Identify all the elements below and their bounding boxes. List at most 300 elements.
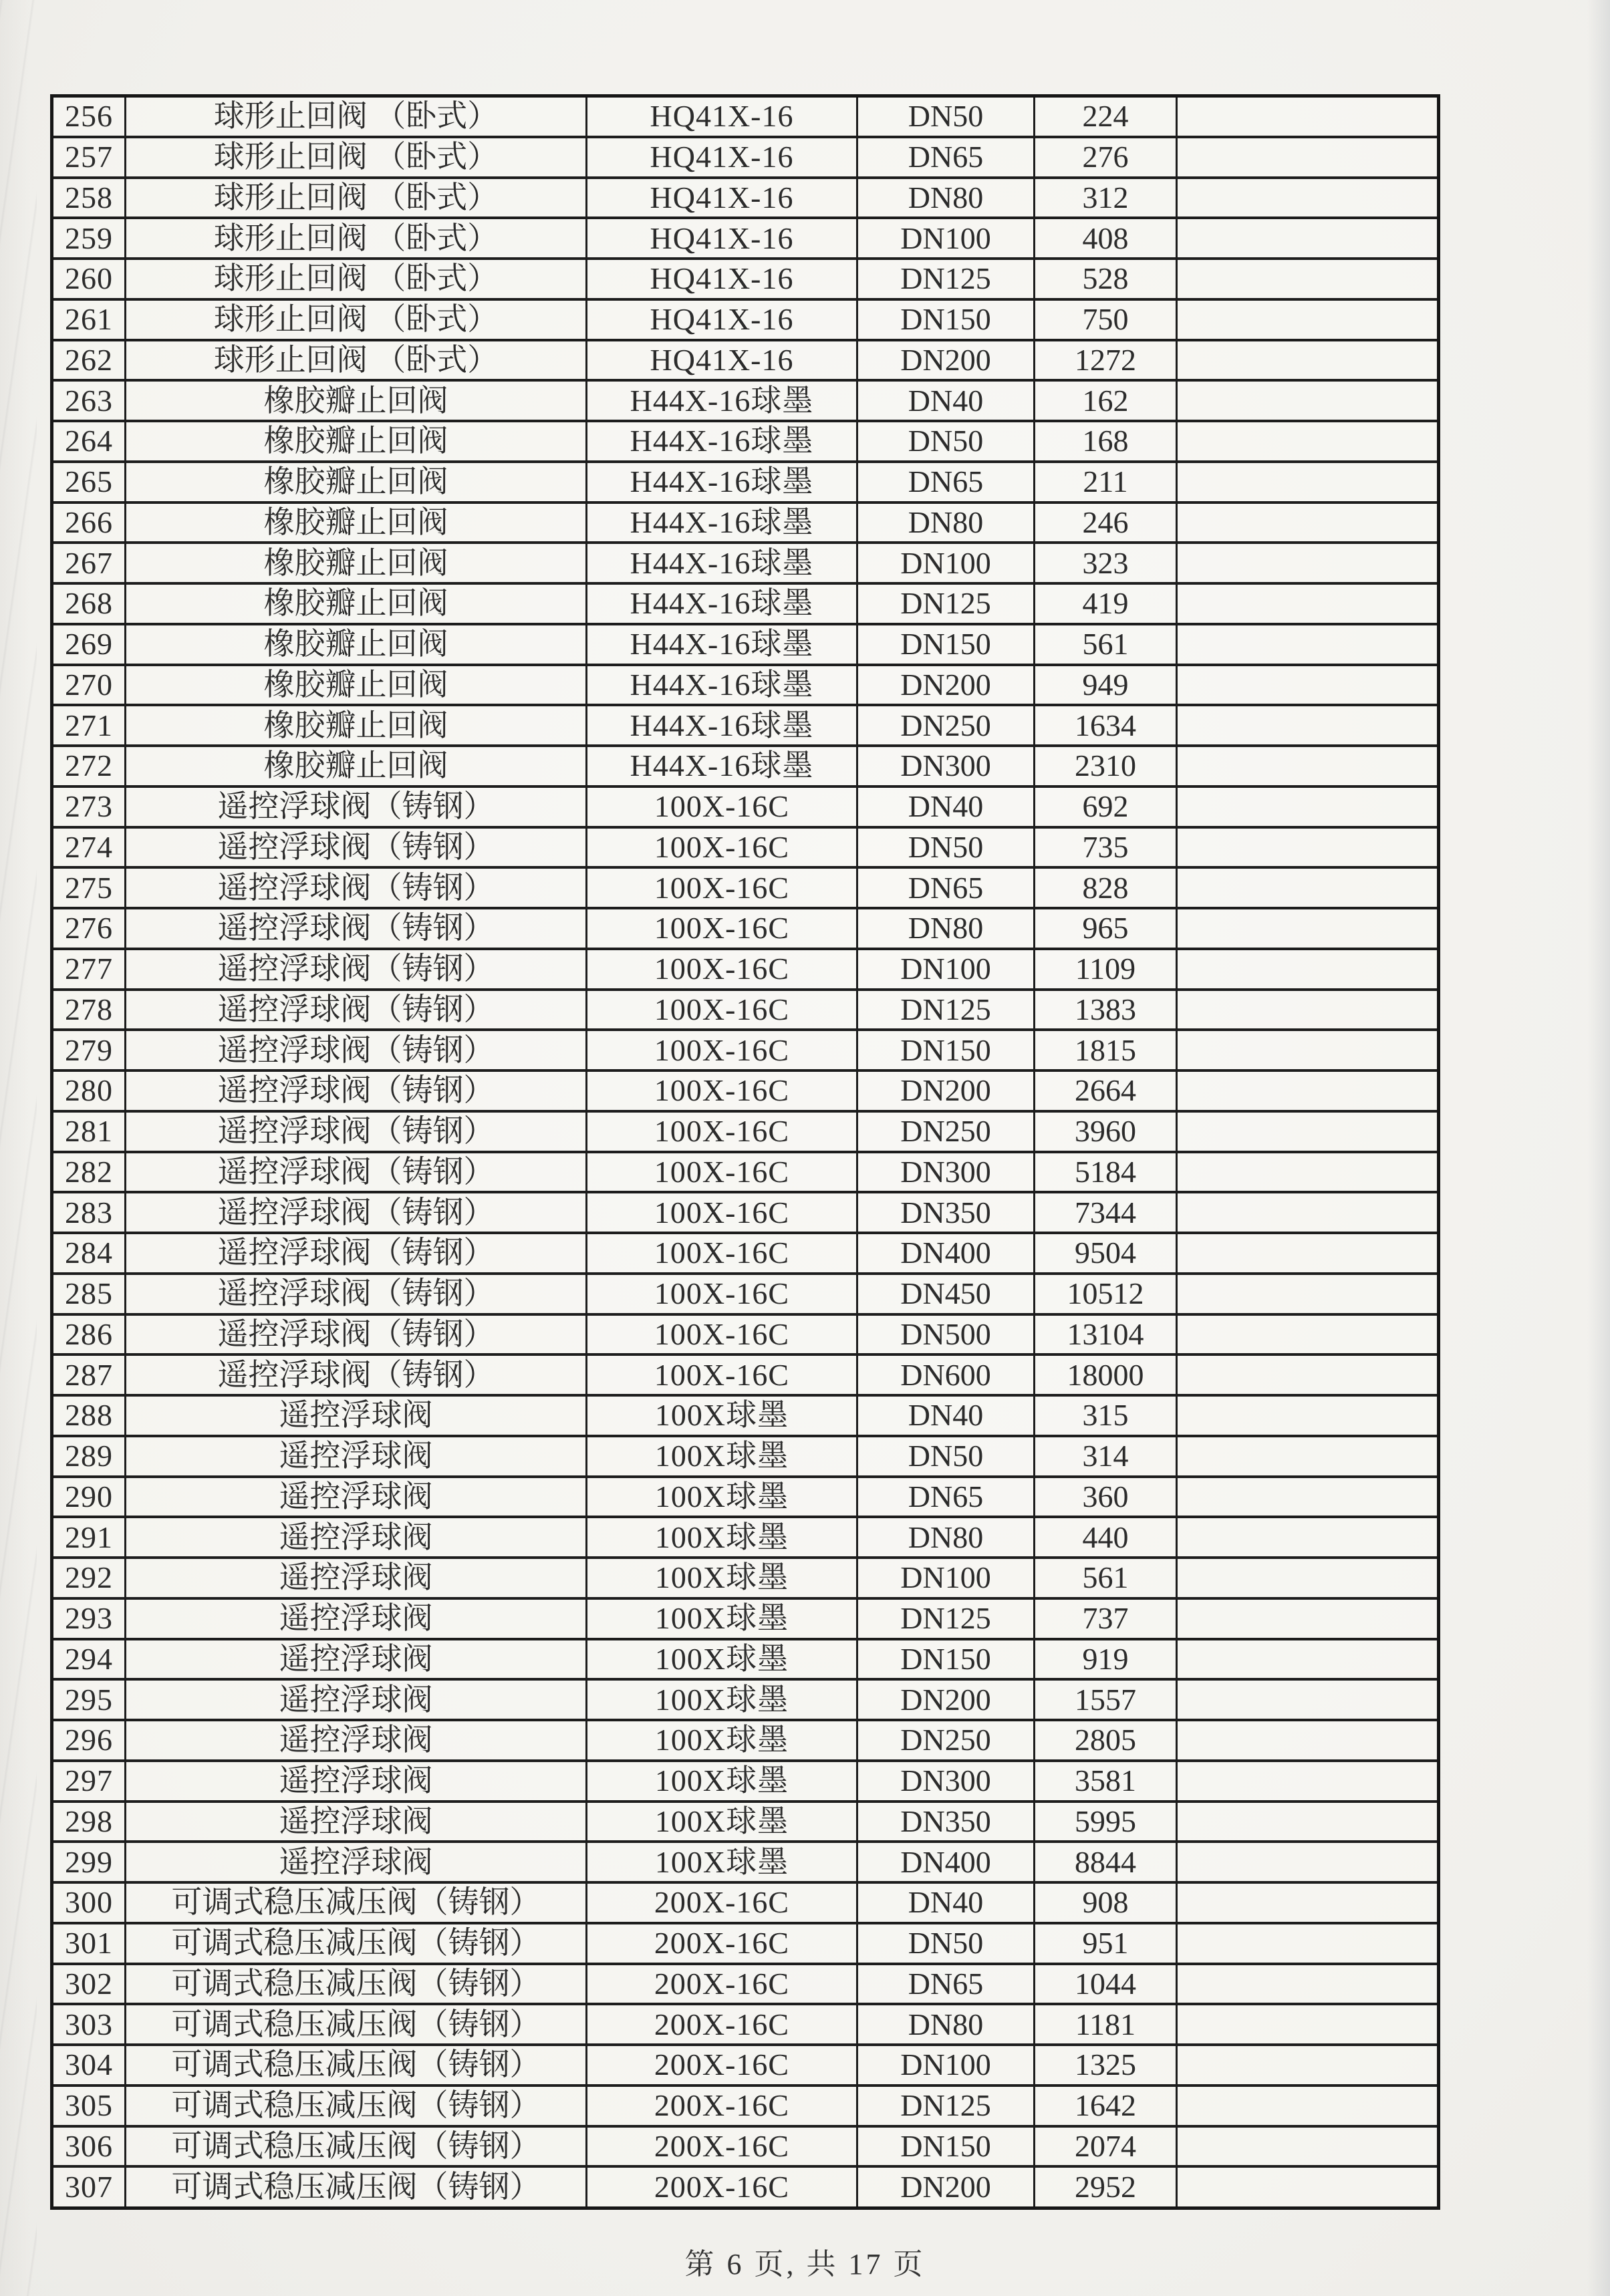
product-name-cell: 球形止回阀 （卧式） bbox=[126, 259, 587, 299]
product-name-cell: 可调式稳压减压阀（铸钢） bbox=[126, 2086, 587, 2126]
empty-cell bbox=[1177, 665, 1439, 706]
product-name-cell: 球形止回阀 （卧式） bbox=[126, 218, 587, 259]
empty-cell bbox=[1177, 1152, 1439, 1193]
price-cell: 419 bbox=[1035, 583, 1177, 624]
table-row bbox=[52, 1679, 1439, 1720]
empty-cell bbox=[1177, 299, 1439, 340]
product-name-cell: 橡胶瓣止回阀 bbox=[126, 380, 587, 421]
table-row bbox=[52, 380, 1439, 421]
empty-cell bbox=[1177, 1517, 1439, 1558]
product-name-cell: 可调式稳压减压阀（铸钢） bbox=[126, 1923, 587, 1964]
row-index-cell: 263 bbox=[52, 380, 126, 421]
empty-cell bbox=[1177, 583, 1439, 624]
empty-cell bbox=[1177, 1639, 1439, 1680]
price-cell: 224 bbox=[1035, 96, 1177, 137]
table-row bbox=[52, 543, 1439, 583]
size-cell: DN150 bbox=[857, 624, 1035, 665]
size-cell: DN200 bbox=[857, 340, 1035, 381]
size-cell: DN250 bbox=[857, 1111, 1035, 1152]
price-cell: 314 bbox=[1035, 1436, 1177, 1477]
row-index-cell: 286 bbox=[52, 1314, 126, 1355]
model-cell: H44X-16球墨 bbox=[587, 665, 857, 706]
row-index-cell: 287 bbox=[52, 1354, 126, 1395]
row-index-cell: 288 bbox=[52, 1395, 126, 1436]
table-row bbox=[52, 867, 1439, 908]
product-name-cell: 可调式稳压减压阀（铸钢） bbox=[126, 2045, 587, 2086]
row-index-cell: 302 bbox=[52, 1964, 126, 2005]
size-cell: DN150 bbox=[857, 1030, 1035, 1070]
price-cell: 360 bbox=[1035, 1477, 1177, 1518]
row-index-cell: 290 bbox=[52, 1477, 126, 1518]
row-index-cell: 271 bbox=[52, 705, 126, 746]
product-name-cell: 橡胶瓣止回阀 bbox=[126, 583, 587, 624]
row-index-cell: 259 bbox=[52, 218, 126, 259]
table-row bbox=[52, 1436, 1439, 1477]
row-index-cell: 285 bbox=[52, 1274, 126, 1314]
model-cell: 200X-16C bbox=[587, 2166, 857, 2208]
size-cell: DN100 bbox=[857, 543, 1035, 583]
empty-cell bbox=[1177, 259, 1439, 299]
size-cell: DN125 bbox=[857, 583, 1035, 624]
model-cell: 100X球墨 bbox=[587, 1842, 857, 1882]
row-index-cell: 260 bbox=[52, 259, 126, 299]
empty-cell bbox=[1177, 1842, 1439, 1882]
table-row bbox=[52, 908, 1439, 949]
table-row bbox=[52, 421, 1439, 462]
empty-cell bbox=[1177, 624, 1439, 665]
table-row bbox=[52, 1274, 1439, 1314]
table-row bbox=[52, 1720, 1439, 1761]
row-index-cell: 256 bbox=[52, 96, 126, 137]
price-cell: 2805 bbox=[1035, 1720, 1177, 1761]
price-cell: 1109 bbox=[1035, 949, 1177, 990]
product-name-cell: 遥控浮球阀（铸钢） bbox=[126, 1070, 587, 1111]
table-row bbox=[52, 2086, 1439, 2126]
empty-cell bbox=[1177, 1233, 1439, 1274]
model-cell: 100X-16C bbox=[587, 1233, 857, 1274]
table-row bbox=[52, 1233, 1439, 1274]
page-number-footer: 第 6 页, 共 17 页 bbox=[684, 2248, 926, 2281]
model-cell: 200X-16C bbox=[587, 1923, 857, 1964]
size-cell: DN40 bbox=[857, 1882, 1035, 1923]
model-cell: 200X-16C bbox=[587, 2086, 857, 2126]
row-index-cell: 276 bbox=[52, 908, 126, 949]
product-name-cell: 遥控浮球阀（铸钢） bbox=[126, 1030, 587, 1070]
product-name-cell: 球形止回阀 （卧式） bbox=[126, 96, 587, 137]
size-cell: DN65 bbox=[857, 1964, 1035, 2005]
row-index-cell: 297 bbox=[52, 1761, 126, 1802]
model-cell: H44X-16球墨 bbox=[587, 503, 857, 543]
price-cell: 2952 bbox=[1035, 2166, 1177, 2208]
empty-cell bbox=[1177, 380, 1439, 421]
table-row bbox=[52, 1314, 1439, 1355]
row-index-cell: 279 bbox=[52, 1030, 126, 1070]
price-cell: 8844 bbox=[1035, 1842, 1177, 1882]
model-cell: 100X球墨 bbox=[587, 1558, 857, 1598]
price-cell: 1044 bbox=[1035, 1964, 1177, 2005]
product-name-cell: 橡胶瓣止回阀 bbox=[126, 462, 587, 503]
table-row bbox=[52, 1761, 1439, 1802]
product-name-cell: 遥控浮球阀（铸钢） bbox=[126, 990, 587, 1030]
price-cell: 908 bbox=[1035, 1882, 1177, 1923]
size-cell: DN350 bbox=[857, 1192, 1035, 1233]
price-cell: 1272 bbox=[1035, 340, 1177, 381]
price-cell: 951 bbox=[1035, 1923, 1177, 1964]
size-cell: DN300 bbox=[857, 746, 1035, 786]
model-cell: H44X-16球墨 bbox=[587, 462, 857, 503]
model-cell: 200X-16C bbox=[587, 2045, 857, 2086]
model-cell: 100X-16C bbox=[587, 990, 857, 1030]
model-cell: 100X-16C bbox=[587, 949, 857, 990]
row-index-cell: 294 bbox=[52, 1639, 126, 1680]
model-cell: HQ41X-16 bbox=[587, 96, 857, 137]
table-row bbox=[52, 1395, 1439, 1436]
size-cell: DN150 bbox=[857, 299, 1035, 340]
size-cell: DN125 bbox=[857, 2086, 1035, 2126]
model-cell: 100X-16C bbox=[587, 867, 857, 908]
table-row bbox=[52, 1842, 1439, 1882]
empty-cell bbox=[1177, 462, 1439, 503]
model-cell: 100X-16C bbox=[587, 786, 857, 827]
table-row bbox=[52, 178, 1439, 219]
product-name-cell: 遥控浮球阀（铸钢） bbox=[126, 1354, 587, 1395]
product-name-cell: 球形止回阀 （卧式） bbox=[126, 299, 587, 340]
table-row bbox=[52, 1558, 1439, 1598]
product-name-cell: 可调式稳压减压阀（铸钢） bbox=[126, 1882, 587, 1923]
model-cell: 200X-16C bbox=[587, 1964, 857, 2005]
table-row bbox=[52, 1802, 1439, 1842]
table-row bbox=[52, 1030, 1439, 1070]
empty-cell bbox=[1177, 2086, 1439, 2126]
size-cell: DN200 bbox=[857, 665, 1035, 706]
price-cell: 561 bbox=[1035, 624, 1177, 665]
table-row bbox=[52, 2004, 1439, 2045]
price-cell: 735 bbox=[1035, 827, 1177, 868]
size-cell: DN50 bbox=[857, 1436, 1035, 1477]
row-index-cell: 270 bbox=[52, 665, 126, 706]
model-cell: 100X-16C bbox=[587, 1111, 857, 1152]
empty-cell bbox=[1177, 1192, 1439, 1233]
model-cell: 100X-16C bbox=[587, 827, 857, 868]
row-index-cell: 292 bbox=[52, 1558, 126, 1598]
price-cell: 211 bbox=[1035, 462, 1177, 503]
price-cell: 1642 bbox=[1035, 2086, 1177, 2126]
empty-cell bbox=[1177, 827, 1439, 868]
size-cell: DN40 bbox=[857, 380, 1035, 421]
table-row bbox=[52, 1152, 1439, 1193]
size-cell: DN80 bbox=[857, 503, 1035, 543]
model-cell: 100X球墨 bbox=[587, 1802, 857, 1842]
empty-cell bbox=[1177, 746, 1439, 786]
size-cell: DN300 bbox=[857, 1152, 1035, 1193]
empty-cell bbox=[1177, 908, 1439, 949]
row-index-cell: 293 bbox=[52, 1598, 126, 1639]
row-index-cell: 274 bbox=[52, 827, 126, 868]
row-index-cell: 306 bbox=[52, 2126, 126, 2167]
size-cell: DN500 bbox=[857, 1314, 1035, 1355]
price-cell: 1383 bbox=[1035, 990, 1177, 1030]
price-cell: 7344 bbox=[1035, 1192, 1177, 1233]
model-cell: HQ41X-16 bbox=[587, 218, 857, 259]
row-index-cell: 258 bbox=[52, 178, 126, 219]
row-index-cell: 261 bbox=[52, 299, 126, 340]
table-row bbox=[52, 1964, 1439, 2005]
model-cell: 200X-16C bbox=[587, 1882, 857, 1923]
empty-cell bbox=[1177, 1314, 1439, 1355]
size-cell: DN40 bbox=[857, 786, 1035, 827]
size-cell: DN200 bbox=[857, 1070, 1035, 1111]
table-row bbox=[52, 1598, 1439, 1639]
empty-cell bbox=[1177, 340, 1439, 381]
price-cell: 1815 bbox=[1035, 1030, 1177, 1070]
row-index-cell: 303 bbox=[52, 2004, 126, 2045]
table-row bbox=[52, 1639, 1439, 1680]
model-cell: 100X球墨 bbox=[587, 1477, 857, 1518]
product-name-cell: 遥控浮球阀 bbox=[126, 1395, 587, 1436]
model-cell: 100X球墨 bbox=[587, 1436, 857, 1477]
size-cell: DN65 bbox=[857, 137, 1035, 178]
product-name-cell: 橡胶瓣止回阀 bbox=[126, 705, 587, 746]
price-cell: 561 bbox=[1035, 1558, 1177, 1598]
row-index-cell: 266 bbox=[52, 503, 126, 543]
product-name-cell: 遥控浮球阀 bbox=[126, 1842, 587, 1882]
product-name-cell: 可调式稳压减压阀（铸钢） bbox=[126, 2004, 587, 2045]
table-row bbox=[52, 2045, 1439, 2086]
price-cell: 246 bbox=[1035, 503, 1177, 543]
product-name-cell: 球形止回阀 （卧式） bbox=[126, 137, 587, 178]
table-row bbox=[52, 705, 1439, 746]
empty-cell bbox=[1177, 503, 1439, 543]
row-index-cell: 265 bbox=[52, 462, 126, 503]
size-cell: DN80 bbox=[857, 2004, 1035, 2045]
table-row bbox=[52, 96, 1439, 137]
table-row bbox=[52, 1354, 1439, 1395]
price-table-body bbox=[52, 96, 1439, 2208]
empty-cell bbox=[1177, 705, 1439, 746]
size-cell: DN100 bbox=[857, 1558, 1035, 1598]
size-cell: DN80 bbox=[857, 1517, 1035, 1558]
empty-cell bbox=[1177, 1111, 1439, 1152]
row-index-cell: 300 bbox=[52, 1882, 126, 1923]
empty-cell bbox=[1177, 2045, 1439, 2086]
table-row bbox=[52, 299, 1439, 340]
size-cell: DN300 bbox=[857, 1761, 1035, 1802]
model-cell: 100X球墨 bbox=[587, 1720, 857, 1761]
price-cell: 408 bbox=[1035, 218, 1177, 259]
model-cell: H44X-16球墨 bbox=[587, 543, 857, 583]
size-cell: DN80 bbox=[857, 908, 1035, 949]
model-cell: 200X-16C bbox=[587, 2126, 857, 2167]
model-cell: 100X-16C bbox=[587, 1274, 857, 1314]
row-index-cell: 268 bbox=[52, 583, 126, 624]
product-name-cell: 遥控浮球阀 bbox=[126, 1517, 587, 1558]
product-name-cell: 橡胶瓣止回阀 bbox=[126, 665, 587, 706]
model-cell: HQ41X-16 bbox=[587, 137, 857, 178]
table-row bbox=[52, 990, 1439, 1030]
size-cell: DN600 bbox=[857, 1354, 1035, 1395]
table-row bbox=[52, 1923, 1439, 1964]
empty-cell bbox=[1177, 867, 1439, 908]
price-cell: 9504 bbox=[1035, 1233, 1177, 1274]
size-cell: DN125 bbox=[857, 990, 1035, 1030]
size-cell: DN250 bbox=[857, 705, 1035, 746]
empty-cell bbox=[1177, 1274, 1439, 1314]
product-name-cell: 橡胶瓣止回阀 bbox=[126, 624, 587, 665]
row-index-cell: 304 bbox=[52, 2045, 126, 2086]
model-cell: H44X-16球墨 bbox=[587, 583, 857, 624]
model-cell: 100X-16C bbox=[587, 1030, 857, 1070]
product-name-cell: 遥控浮球阀（铸钢） bbox=[126, 1233, 587, 1274]
price-cell: 2664 bbox=[1035, 1070, 1177, 1111]
model-cell: 100X-16C bbox=[587, 1354, 857, 1395]
model-cell: 100X-16C bbox=[587, 1314, 857, 1355]
model-cell: HQ41X-16 bbox=[587, 178, 857, 219]
model-cell: 100X球墨 bbox=[587, 1517, 857, 1558]
table-row bbox=[52, 624, 1439, 665]
product-name-cell: 遥控浮球阀 bbox=[126, 1761, 587, 1802]
empty-cell bbox=[1177, 1882, 1439, 1923]
table-row bbox=[52, 827, 1439, 868]
empty-cell bbox=[1177, 1395, 1439, 1436]
row-index-cell: 275 bbox=[52, 867, 126, 908]
product-name-cell: 遥控浮球阀 bbox=[126, 1802, 587, 1842]
valve-price-table bbox=[50, 94, 1440, 2210]
size-cell: DN40 bbox=[857, 1395, 1035, 1436]
price-cell: 737 bbox=[1035, 1598, 1177, 1639]
model-cell: 100X-16C bbox=[587, 1192, 857, 1233]
price-cell: 528 bbox=[1035, 259, 1177, 299]
model-cell: H44X-16球墨 bbox=[587, 421, 857, 462]
table-row bbox=[52, 1517, 1439, 1558]
row-index-cell: 262 bbox=[52, 340, 126, 381]
table-row bbox=[52, 1477, 1439, 1518]
size-cell: DN125 bbox=[857, 259, 1035, 299]
price-cell: 949 bbox=[1035, 665, 1177, 706]
size-cell: DN350 bbox=[857, 1802, 1035, 1842]
row-index-cell: 257 bbox=[52, 137, 126, 178]
model-cell: 100X球墨 bbox=[587, 1395, 857, 1436]
row-index-cell: 296 bbox=[52, 1720, 126, 1761]
row-index-cell: 289 bbox=[52, 1436, 126, 1477]
empty-cell bbox=[1177, 1802, 1439, 1842]
size-cell: DN80 bbox=[857, 178, 1035, 219]
empty-cell bbox=[1177, 1558, 1439, 1598]
price-cell: 5995 bbox=[1035, 1802, 1177, 1842]
size-cell: DN400 bbox=[857, 1842, 1035, 1882]
product-name-cell: 遥控浮球阀（铸钢） bbox=[126, 867, 587, 908]
product-name-cell: 橡胶瓣止回阀 bbox=[126, 421, 587, 462]
row-index-cell: 272 bbox=[52, 746, 126, 786]
empty-cell bbox=[1177, 96, 1439, 137]
row-index-cell: 281 bbox=[52, 1111, 126, 1152]
size-cell: DN150 bbox=[857, 1639, 1035, 1680]
product-name-cell: 遥控浮球阀（铸钢） bbox=[126, 949, 587, 990]
size-cell: DN200 bbox=[857, 1679, 1035, 1720]
table-row bbox=[52, 137, 1439, 178]
size-cell: DN450 bbox=[857, 1274, 1035, 1314]
empty-cell bbox=[1177, 1598, 1439, 1639]
price-cell: 18000 bbox=[1035, 1354, 1177, 1395]
empty-cell bbox=[1177, 1679, 1439, 1720]
product-name-cell: 遥控浮球阀（铸钢） bbox=[126, 1274, 587, 1314]
product-name-cell: 橡胶瓣止回阀 bbox=[126, 503, 587, 543]
product-name-cell: 可调式稳压减压阀（铸钢） bbox=[126, 2126, 587, 2167]
price-cell: 13104 bbox=[1035, 1314, 1177, 1355]
product-name-cell: 球形止回阀 （卧式） bbox=[126, 178, 587, 219]
price-cell: 919 bbox=[1035, 1639, 1177, 1680]
table-row bbox=[52, 949, 1439, 990]
empty-cell bbox=[1177, 2166, 1439, 2208]
product-name-cell: 遥控浮球阀 bbox=[126, 1436, 587, 1477]
empty-cell bbox=[1177, 1030, 1439, 1070]
product-name-cell: 遥控浮球阀（铸钢） bbox=[126, 1314, 587, 1355]
model-cell: 200X-16C bbox=[587, 2004, 857, 2045]
empty-cell bbox=[1177, 137, 1439, 178]
price-cell: 168 bbox=[1035, 421, 1177, 462]
size-cell: DN65 bbox=[857, 1477, 1035, 1518]
price-cell: 276 bbox=[1035, 137, 1177, 178]
model-cell: 100X球墨 bbox=[587, 1679, 857, 1720]
empty-cell bbox=[1177, 949, 1439, 990]
size-cell: DN50 bbox=[857, 1923, 1035, 1964]
row-index-cell: 305 bbox=[52, 2086, 126, 2126]
empty-cell bbox=[1177, 543, 1439, 583]
price-cell: 315 bbox=[1035, 1395, 1177, 1436]
model-cell: H44X-16球墨 bbox=[587, 380, 857, 421]
table-row bbox=[52, 1070, 1439, 1111]
empty-cell bbox=[1177, 786, 1439, 827]
product-name-cell: 遥控浮球阀 bbox=[126, 1639, 587, 1680]
model-cell: H44X-16球墨 bbox=[587, 705, 857, 746]
price-cell: 1557 bbox=[1035, 1679, 1177, 1720]
product-name-cell: 可调式稳压减压阀（铸钢） bbox=[126, 1964, 587, 2005]
price-cell: 3581 bbox=[1035, 1761, 1177, 1802]
price-cell: 1634 bbox=[1035, 705, 1177, 746]
size-cell: DN100 bbox=[857, 218, 1035, 259]
row-index-cell: 307 bbox=[52, 2166, 126, 2208]
table-row bbox=[52, 2166, 1439, 2208]
size-cell: DN50 bbox=[857, 96, 1035, 137]
model-cell: H44X-16球墨 bbox=[587, 624, 857, 665]
table-row bbox=[52, 1111, 1439, 1152]
price-cell: 3960 bbox=[1035, 1111, 1177, 1152]
table-row bbox=[52, 462, 1439, 503]
size-cell: DN400 bbox=[857, 1233, 1035, 1274]
product-name-cell: 遥控浮球阀 bbox=[126, 1477, 587, 1518]
empty-cell bbox=[1177, 1477, 1439, 1518]
model-cell: 100X-16C bbox=[587, 1070, 857, 1111]
size-cell: DN100 bbox=[857, 949, 1035, 990]
price-cell: 965 bbox=[1035, 908, 1177, 949]
empty-cell bbox=[1177, 218, 1439, 259]
product-name-cell: 遥控浮球阀（铸钢） bbox=[126, 1152, 587, 1193]
price-cell: 5184 bbox=[1035, 1152, 1177, 1193]
size-cell: DN150 bbox=[857, 2126, 1035, 2167]
row-index-cell: 278 bbox=[52, 990, 126, 1030]
size-cell: DN125 bbox=[857, 1598, 1035, 1639]
empty-cell bbox=[1177, 421, 1439, 462]
model-cell: 100X-16C bbox=[587, 1152, 857, 1193]
product-name-cell: 遥控浮球阀（铸钢） bbox=[126, 786, 587, 827]
price-cell: 2074 bbox=[1035, 2126, 1177, 2167]
price-cell: 323 bbox=[1035, 543, 1177, 583]
size-cell: DN50 bbox=[857, 827, 1035, 868]
empty-cell bbox=[1177, 1354, 1439, 1395]
price-cell: 162 bbox=[1035, 380, 1177, 421]
size-cell: DN65 bbox=[857, 462, 1035, 503]
empty-cell bbox=[1177, 1964, 1439, 2005]
product-name-cell: 遥控浮球阀（铸钢） bbox=[126, 1111, 587, 1152]
